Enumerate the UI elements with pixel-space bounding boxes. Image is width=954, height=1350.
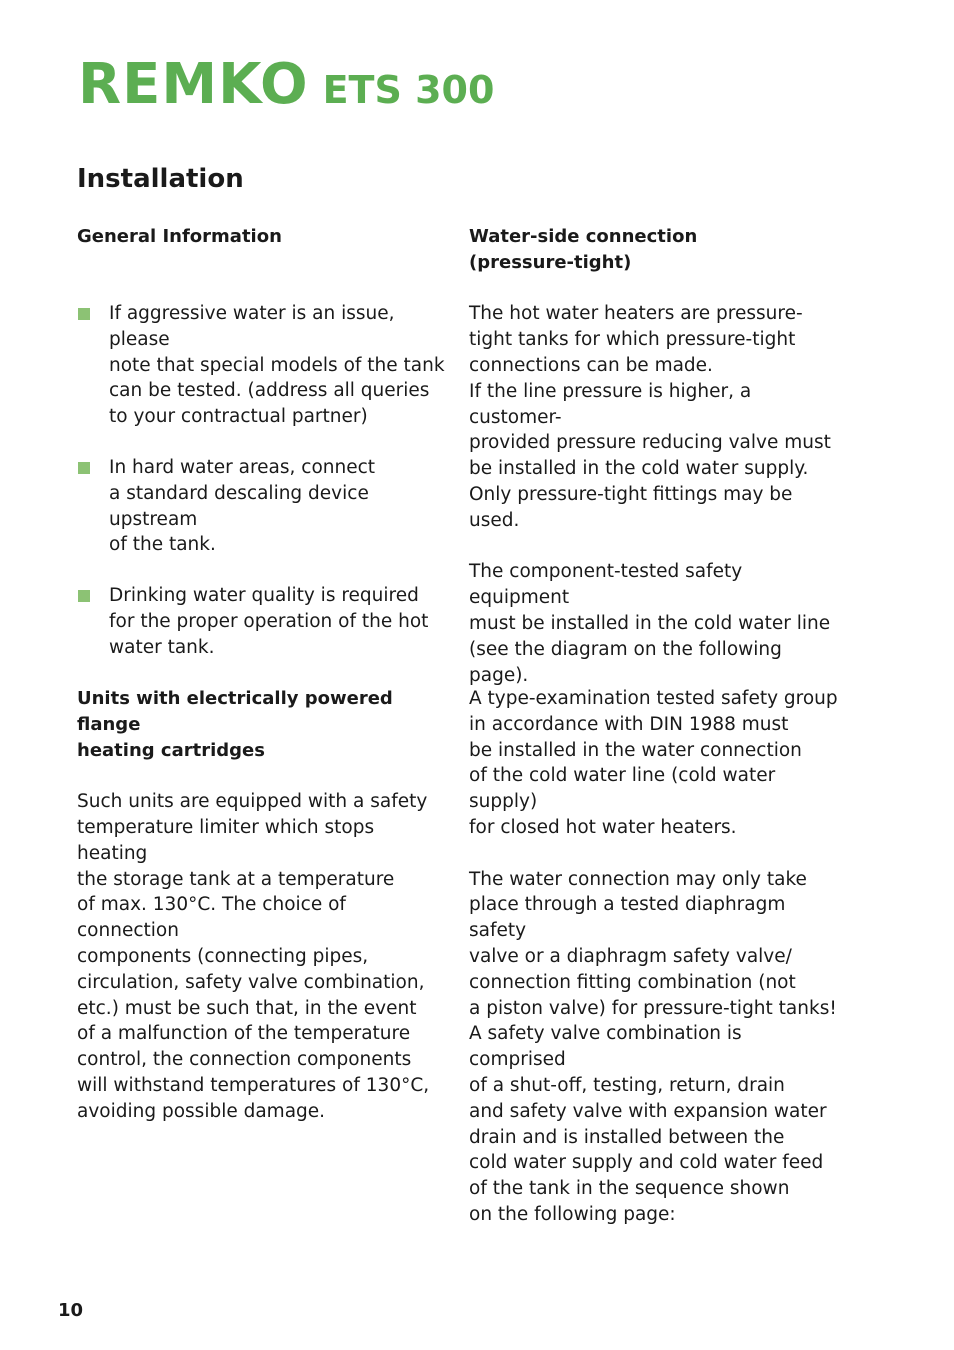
safety-group-paragraph: A type-examination tested safety group in accordance with DIN 1988 must be installed in the water connection of the cold water line (cold water supply) for closed hot water heaters. — [469, 688, 838, 838]
water-side-section — [469, 224, 841, 688]
units-paragraph: Such units are equipped with a safety temperature limiter which stops heating the storage tank at a temperature of max. 130°C. The choice of connection components (connecting pipes, circulation, safety valve combination, etc.) must be such that, in the event of a malfunction of the temperature control, the connection components will withstand temperatures of 130°C, avoiding possible damage. — [77, 791, 430, 1122]
water-side-paragraph-1: The hot water heaters are pressure- tight tanks for which pressure-tight connections can be made. If the line pressure is higher, a customer- provided pressure reducing valve must be installed in the cold water supply. Only pressure-tight fittings may be used. — [469, 303, 831, 531]
units-section — [77, 686, 449, 1125]
bullet-square-icon — [78, 462, 90, 474]
bullet-square-icon — [78, 590, 90, 602]
general-information-heading-block — [77, 224, 449, 250]
bullet-text: In hard water areas, connect a standard descaling device upstream of the tank. — [109, 457, 376, 556]
bullet-text: Drinking water quality is required for the proper operation of the hot water tank. — [109, 585, 429, 658]
water-side-heading: Water-side connection (pressure-tight) — [469, 226, 698, 273]
brand-header — [78, 52, 494, 117]
bullet-square-icon — [78, 308, 90, 320]
bullet-text: If aggressive water is an issue, please note that special models of the tank can be tested. (address all queries to your contractual partner) — [109, 303, 445, 428]
water-side-paragraph-2: The component-tested safety equipment must be installed in the cold water line (see the diagram on the following page). — [469, 561, 831, 686]
bullet-item — [77, 301, 449, 430]
page-number: 10 — [58, 1300, 84, 1321]
safety-group-section — [469, 686, 841, 1228]
water-connection-paragraph: The water connection may only take place through a tested diaphragm safety valve or a diaphragm safety valve/ connection fitting combination (not a piston valve) for pressure-tight tanks! A safety valve combination is comprised of a shut-off, testing, return, drain and safety valve with expansion water drain and is installed between the cold water supply and cold water feed of the tank in the sequence shown on the following page: — [469, 868, 837, 1225]
section-title: Installation — [77, 164, 244, 194]
model-name: ETS 300 — [322, 68, 495, 112]
bullet-item — [77, 583, 449, 660]
brand-name: REMKO — [78, 52, 309, 117]
bullet-item — [77, 455, 449, 558]
general-information-heading: General Information — [77, 226, 282, 247]
units-heading: Units with electrically powered flange heating cartridges — [77, 688, 393, 761]
